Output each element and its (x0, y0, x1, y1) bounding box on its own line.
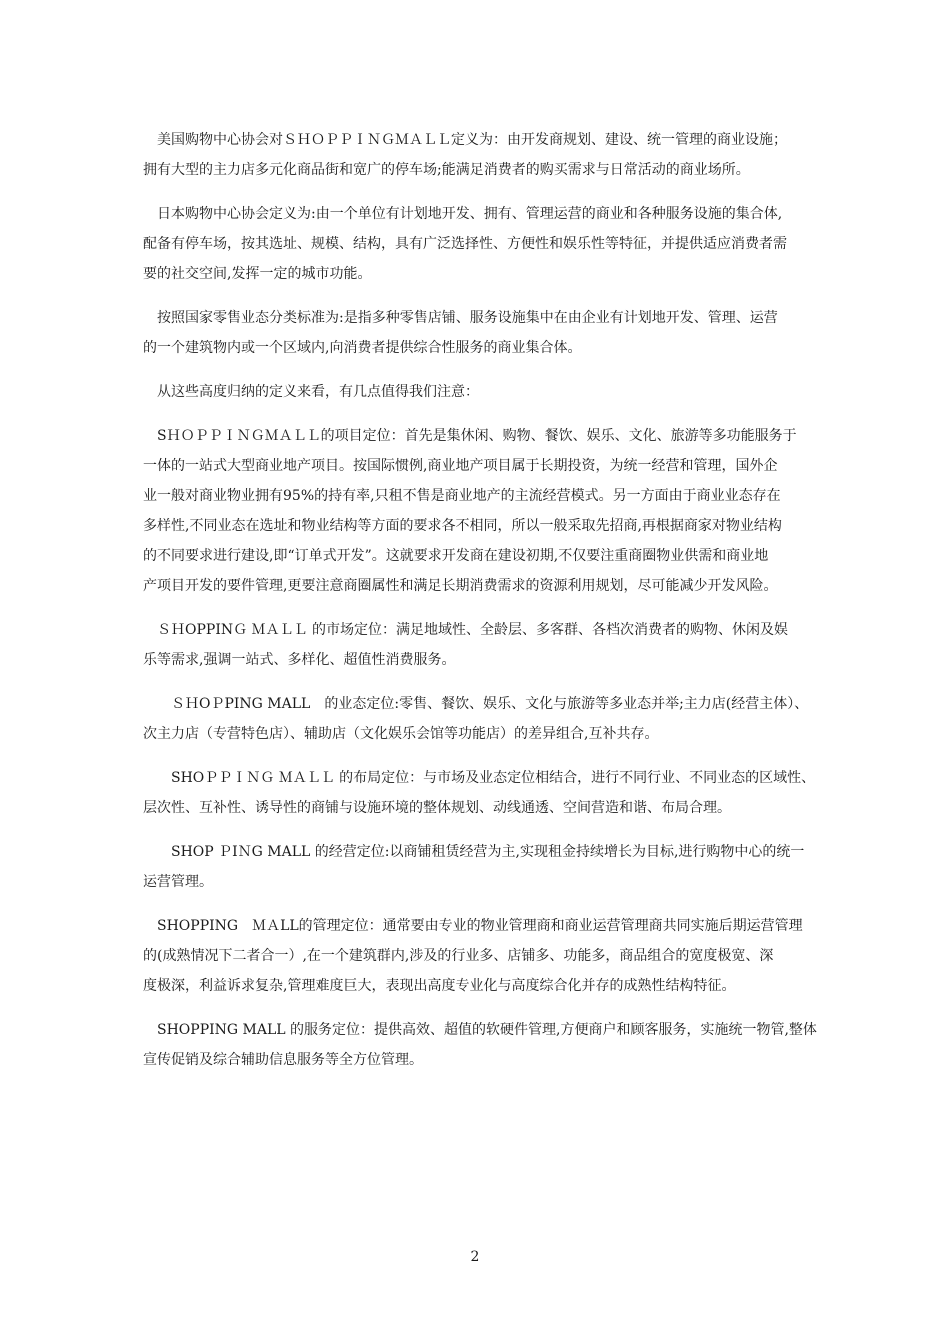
text-line: SHOPPING MALL 的服务定位：提供高效、超值的软硬件管理,方便商户和顾客服务，实施统一物管,整体 (143, 1022, 817, 1038)
text-line: 业一般对商业物业拥有95%的持有率,只租不售是商业地产的主流经营模式。另一方面由于商业业态存在 (143, 488, 781, 504)
paragraph-service-positioning (143, 1015, 817, 1075)
paragraph-market-positioning (143, 615, 813, 675)
text-line: 的一个建筑物内或一个区域内,向消费者提供综合性服务的商业集合体。 (143, 340, 582, 356)
text-line: 日本购物中心协会定义为:由一个单位有计划地开发、拥有、管理运营的商业和各种服务设施的集合体, (143, 206, 783, 222)
document-body (143, 125, 817, 1089)
text-line: 度极深，利益诉求复杂,管理难度巨大，表现出高度专业化与高度综合化并存的成熟性结构特征。 (143, 978, 736, 994)
text-line: 美国购物中心协会对ＳＨＯＰＰＩＮＧＭＡＬＬ定义为：由开发商规划、建设、统一管理的商业设施； (143, 132, 787, 148)
text-line: 运营管理。 (143, 874, 213, 890)
paragraph-layout-positioning (143, 763, 816, 823)
text-line: 宣传促销及综合辅助信息服务等全方位管理。 (143, 1052, 423, 1068)
paragraph-intro-points (143, 377, 813, 407)
text-line: 次主力店（专营特色店）、辅助店（文化娱乐会馆等功能店）的差异组合,互补共存。 (143, 726, 659, 742)
paragraph-project-positioning (143, 421, 813, 601)
text-line: 层次性、互补性、诱导性的商铺与设施环境的整体规划、动线通透、空间营造和谐、布局合理。 (143, 800, 731, 816)
text-line: 的(成熟情况下二者合一）,在一个建筑群内,涉及的行业多、店铺多、功能多，商品组合的宽度极宽、深 (143, 948, 774, 964)
paragraph-japan-definition (143, 199, 813, 289)
text-line: 产项目开发的要件管理,更要注意商圈属性和满足长期消费需求的资源利用规划，尽可能减少开发风险。 (143, 578, 778, 594)
paragraph-format-positioning (143, 689, 813, 749)
text-line: 要的社交空间,发挥一定的城市功能。 (143, 266, 372, 282)
text-line: SHOＰＰＩＮＧ ＭＡＬＬ 的布局定位：与市场及业态定位相结合，进行不同行业、不同业态的区域性、 (143, 770, 816, 786)
paragraph-operation-positioning (143, 837, 813, 897)
text-line: 一体的一站式大型商业地产项目。按国际惯例,商业地产项目属于长期投资，为统一经营和管理，国外企 (143, 458, 778, 474)
text-line: 按照国家零售业态分类标准为:是指多种零售店铺、服务设施集中在由企业有计划地开发、管理、运营 (143, 310, 778, 326)
text-line: 多样性,不同业态在选址和物业结构等方面的要求各不相同，所以一般采取先招商,再根据商家对物业结构 (143, 518, 782, 534)
text-line: SＨＯＰＰＩＮＧＭＡＬＬ的项目定位：首先是集休闲、购物、餐饮、娱乐、文化、旅游等多功能服务于 (143, 428, 797, 444)
paragraph-management-positioning (143, 911, 813, 1001)
text-line: ＳＨOＰPING MALL 的业态定位:零售、餐饮、娱乐、文化与旅游等多业态并举;主力店(经营主体）、 (143, 696, 809, 712)
text-line: ＳＨOPPINＧ ＭＡＬＬ 的市场定位：满足地域性、全龄层、多客群、各档次消费者的购物、休闲及娱 (143, 622, 788, 638)
text-line: 乐等需求,强调一站式、多样化、超值性消费服务。 (143, 652, 456, 668)
text-line: 拥有大型的主力店多元化商品街和宽广的停车场;能满足消费者的购买需求与日常活动的商业场所。 (143, 162, 750, 178)
text-line: SHOP ＰIＮG MALL 的经营定位:以商铺租赁经营为主,实现租金持续增长为目标,进行购物中心的统一 (143, 844, 805, 860)
text-line: 从这些高度归纳的定义来看，有几点值得我们注意： (143, 384, 479, 400)
text-line: 配备有停车场，按其选址、规模、结构，具有广泛选择性、方便性和娱乐性等特征，并提供适应消费者需 (143, 236, 787, 252)
paragraph-national-standard (143, 303, 813, 363)
paragraph-us-definition (143, 125, 813, 185)
page-number: 2 (470, 1249, 480, 1265)
text-line: 的不同要求进行建设,即“订单式开发”。这就要求开发商在建设初期,不仅要注重商圈物业供需和商业地 (143, 548, 769, 564)
text-line: SHOPPING ＭＡLL的管理定位：通常要由专业的物业管理商和商业运营管理商共同实施后期运营管理 (143, 918, 803, 934)
